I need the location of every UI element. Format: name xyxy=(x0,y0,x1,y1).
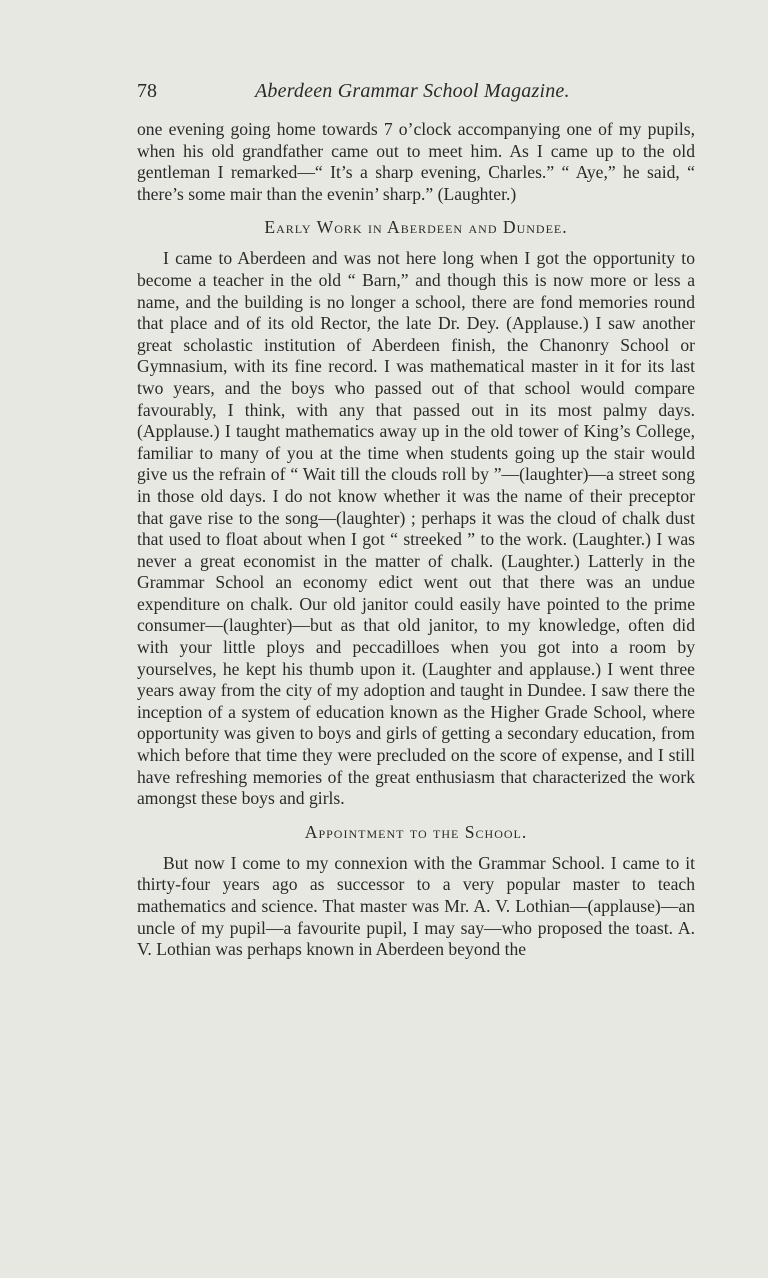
article-body xyxy=(137,119,695,961)
section-heading-early-work: Early Work in Aberdeen and Dundee. xyxy=(264,217,568,238)
section-heading-appointment: Appointment to the School. xyxy=(304,821,528,842)
paragraph-continued: one evening going home towards 7 o’clock accompanying one of my pupils, when his old grandfather came out to meet him. As I came up to the old gentleman I remarked—“ It’s a sharp evening, Charles.” “ Aye,” he said, “ there’s some mair than the evenin’ sharp.” (Laughter.) xyxy=(137,119,695,204)
page-number: 78 xyxy=(137,80,157,102)
running-title: Aberdeen Grammar School Magazine. xyxy=(255,80,570,102)
paragraph-appointment: But now I come to my connexion with the Grammar School. I came to it thirty-four years ago as successor to a very popular master to teach mathematics and science. That master was Mr. A. V. Lothian—(applause)—an uncle of my pupil—a favourite pupil, I may say—who proposed the toast. A. V. Lothian was perhaps known in Aberdeen beyond the xyxy=(137,852,695,960)
paragraph-early-work: I came to Aberdeen and was not here long when I got the opportunity to become a teacher in the old “ Barn,” and though this is now more or less a name, and the building is no longer a school, there are fond memories round that place and of its old Rector, the late Dr. Dey. (Applause.) I saw another great scholastic institution of Aberdeen finish, the Chanonry School or Gymnasium, with its fine record. I was mathematical master in it for its last two years, and the boys who passed out of that school would compare favourably, I think, with any that passed out in its most palmy days. (Applause.) I taught mathematics away up in the old tower of King’s College, familiar to many of you at the time when students going up the stair would give us the refrain of “ Wait till the clouds roll by ”—(laughter)—a street song in those old days. I do not know whether it was the name of their preceptor that gave rise to the song—(laughter) ; perhaps it was the cloud of chalk dust that used to float about when I got “ streeked ” to the work. (Laughter.) I was never a great economist in the matter of chalk. (Laughter.) Latterly in the Grammar School an economy edict went out that there was an undue expenditure on chalk. Our old janitor could easily have pointed to the prime consumer—(laughter)—but as that old janitor, to my knowledge, often did with your little ploys and peccadilloes when you got into a room by yourselves, he kept his thumb upon it. (Laughter and applause.) I went three years away from the city of my adoption and taught in Dundee. I saw there the inception of a system of education known as the Higher Grade School, where opportunity was given to boys and girls of getting a secondary education, from which before that time they were precluded on the score of expense, and I still have refreshing memories of the great enthusiasm that characterized the work amongst these boys and girls. xyxy=(137,248,695,809)
running-header xyxy=(137,76,597,106)
